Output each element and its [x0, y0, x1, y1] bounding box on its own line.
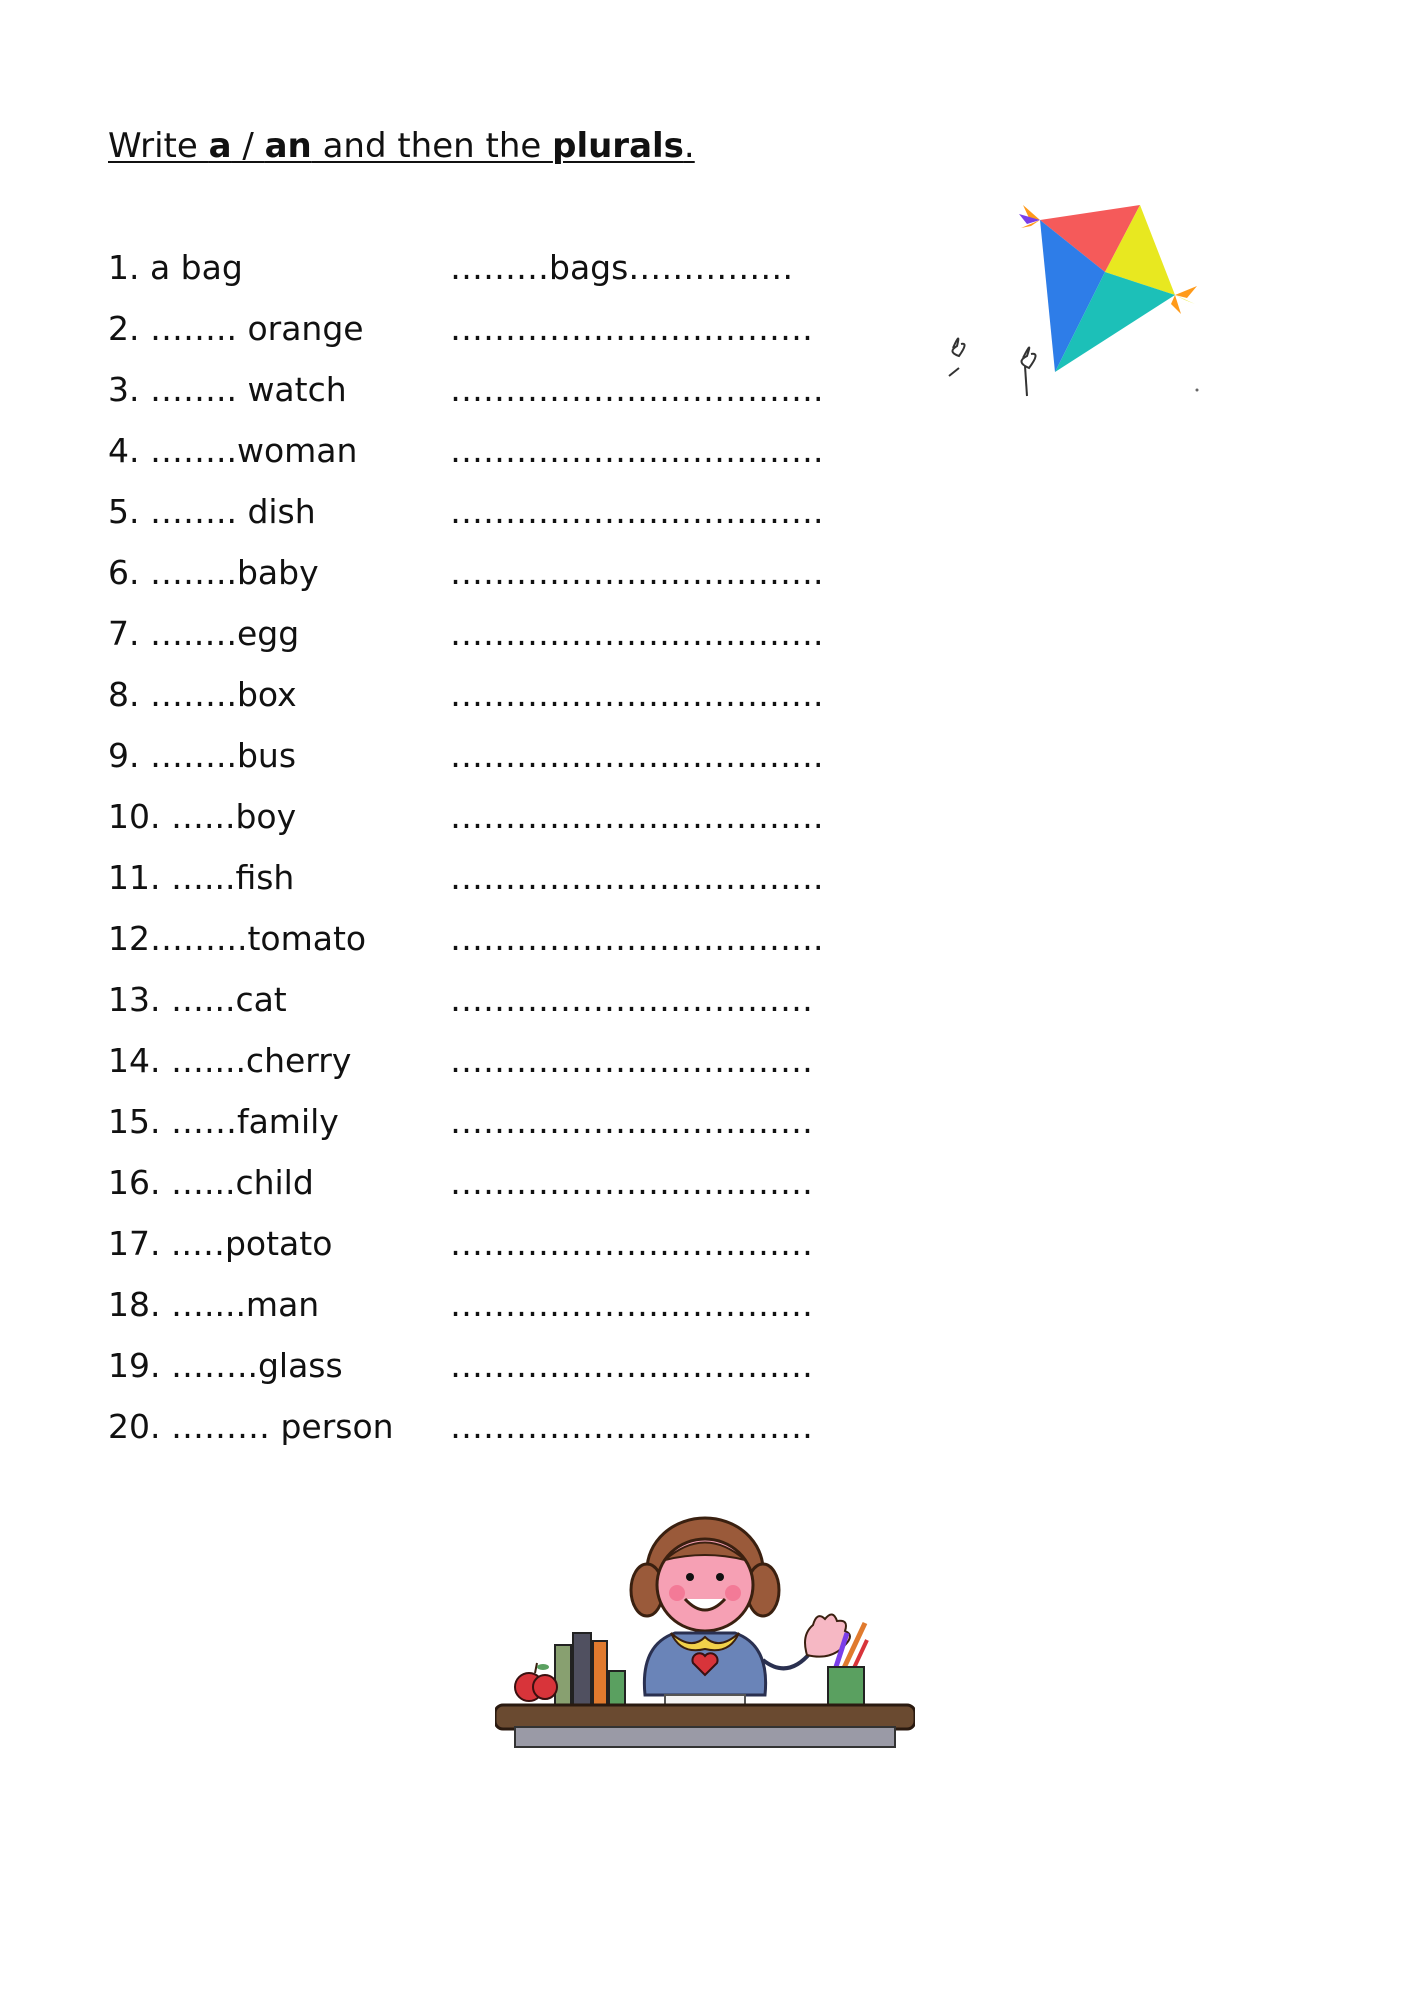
exercise-row	[108, 797, 868, 858]
exercise-question: 3. …….. watch	[108, 370, 347, 409]
exercise-answer: ……………………………	[450, 1407, 813, 1446]
exercise-row	[108, 1102, 868, 1163]
exercise-row	[108, 1163, 868, 1224]
title-word-a: a	[208, 126, 232, 166]
exercise-question: 7. ….….egg	[108, 614, 300, 653]
title-end: .	[683, 126, 695, 166]
exercise-answer: ………bags……………	[450, 248, 794, 287]
exercise-question: 6. ……..baby	[108, 553, 319, 592]
worksheet-title	[108, 126, 695, 166]
exercise-row	[108, 492, 868, 553]
exercise-row	[108, 248, 868, 309]
exercise-row	[108, 309, 868, 370]
exercise-list	[108, 248, 868, 1468]
exercise-question: 4. ……..woman	[108, 431, 358, 470]
exercise-answer: ……………………………	[450, 1102, 813, 1141]
exercise-row	[108, 431, 868, 492]
exercise-question: 2. …….. orange	[108, 309, 364, 348]
exercise-question: 8. ……..box	[108, 675, 297, 714]
title-word-an: an	[264, 126, 312, 166]
exercise-answer: …………………………….	[450, 370, 824, 409]
exercise-question: 20. ……… person	[108, 1407, 394, 1446]
kite-tail-bow-icon	[949, 338, 1036, 396]
exercise-question: 16. …...child	[108, 1163, 314, 1202]
exercise-answer: …………………………….	[450, 797, 824, 836]
exercise-row	[108, 1041, 868, 1102]
exercise-answer: …………………………….	[450, 431, 824, 470]
exercise-question: 1. a bag	[108, 248, 243, 287]
exercise-question: 11. …...fish	[108, 858, 295, 897]
apple-icon	[515, 1663, 557, 1701]
exercise-question: 13. …...cat	[108, 980, 287, 1019]
exercise-answer: ……………………………	[450, 1224, 813, 1263]
exercise-answer: …………………………….	[450, 492, 824, 531]
exercise-row	[108, 1224, 868, 1285]
exercise-row	[108, 1407, 868, 1468]
exercise-row	[108, 553, 868, 614]
exercise-row	[108, 1285, 868, 1346]
title-slash: /	[231, 126, 265, 166]
desk-top	[495, 1705, 915, 1729]
exercise-question: 12……...tomato	[108, 919, 367, 958]
exercise-answer: …………………………….	[450, 553, 824, 592]
exercise-question: 18. …....man	[108, 1285, 320, 1324]
exercise-answer: ……………………………	[450, 309, 813, 348]
exercise-answer: ……………………………	[450, 1346, 813, 1385]
exercise-answer: …………………………….	[450, 736, 824, 775]
exercise-row	[108, 858, 868, 919]
title-prefix: Write	[108, 126, 209, 166]
exercise-answer: ……………………………	[450, 1041, 813, 1080]
exercise-row	[108, 370, 868, 431]
book-icon	[555, 1645, 571, 1707]
desk-base	[515, 1727, 895, 1747]
title-middle: and then the	[311, 126, 553, 166]
exercise-row	[108, 614, 868, 675]
exercise-row	[108, 675, 868, 736]
exercise-question: 14. …....cherry	[108, 1041, 352, 1080]
exercise-answer: ……………………………	[450, 1163, 813, 1202]
exercise-question: 10. …...boy	[108, 797, 297, 836]
exercise-row	[108, 919, 868, 980]
exercise-answer: ……………………………	[450, 1285, 813, 1324]
exercise-row	[108, 1346, 868, 1407]
girl-at-desk-icon	[495, 1515, 915, 1760]
exercise-answer: …………………………….	[450, 675, 824, 714]
exercise-row	[108, 736, 868, 797]
exercise-question: 5. …….. dish	[108, 492, 316, 531]
kite-icon	[935, 200, 1220, 410]
exercise-question: 15. ……family	[108, 1102, 339, 1141]
exercise-answer: …………………………….	[450, 858, 824, 897]
title-word-plurals: plurals	[552, 126, 684, 166]
exercise-question: 19. ……..glass	[108, 1346, 343, 1385]
exercise-question: 9. ……..bus	[108, 736, 297, 775]
exercise-answer: ……………………………	[450, 980, 813, 1019]
exercise-question: 17. ..…potato	[108, 1224, 333, 1263]
exercise-row	[108, 980, 868, 1041]
exercise-answer: …………………………….	[450, 614, 824, 653]
exercise-answer: …………………………….	[450, 919, 824, 958]
